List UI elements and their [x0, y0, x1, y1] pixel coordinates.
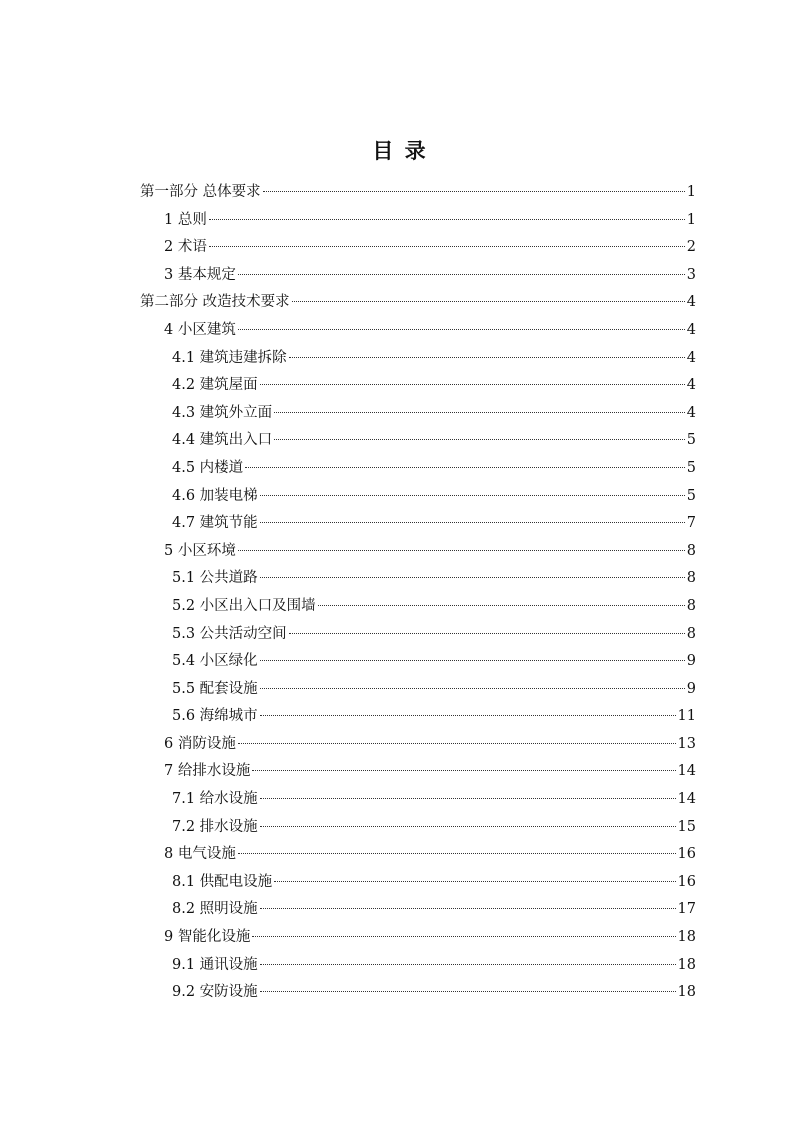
- toc-entry-page-number: 16: [677, 873, 696, 890]
- toc-entry-page-number: 5: [686, 459, 696, 476]
- toc-entry[interactable]: [140, 758, 696, 786]
- toc-entry-label: 9.1 通讯设施: [172, 956, 258, 973]
- dot-leader: [260, 991, 676, 992]
- dot-leader: [238, 550, 685, 551]
- toc-entry[interactable]: [140, 207, 696, 235]
- toc-title: 目 录: [372, 138, 428, 163]
- toc-entry-label: 4.2 建筑屋面: [172, 377, 258, 394]
- dot-leader: [260, 715, 676, 716]
- toc-entry[interactable]: [140, 814, 696, 842]
- toc-entry[interactable]: [140, 648, 696, 676]
- dot-leader: [238, 329, 685, 330]
- toc-entry[interactable]: [140, 676, 696, 704]
- toc-entry-page-number: 8: [686, 597, 696, 614]
- dot-leader: [260, 798, 676, 799]
- toc-entry-label: 5.3 公共活动空间: [172, 625, 287, 642]
- dot-leader: [209, 219, 685, 220]
- toc-entry-label: 5.5 配套设施: [172, 680, 258, 697]
- toc-entry-page-number: 18: [677, 984, 696, 1001]
- dot-leader: [238, 274, 685, 275]
- toc-entry-label: 8.1 供配电设施: [172, 873, 273, 890]
- toc-entry-page-number: 4: [686, 349, 696, 366]
- toc-entry[interactable]: [140, 455, 696, 483]
- toc-entry-page-number: 4: [686, 321, 696, 338]
- toc-entry[interactable]: [140, 510, 696, 538]
- dot-leader: [289, 357, 685, 358]
- dot-leader: [289, 633, 685, 634]
- toc-entry-label: 4.3 建筑外立面: [172, 404, 273, 421]
- toc-entry[interactable]: [140, 786, 696, 814]
- toc-entry[interactable]: [140, 538, 696, 566]
- toc-entry-page-number: 18: [677, 929, 696, 946]
- toc-entry-page-number: 14: [677, 791, 696, 808]
- toc-entry-page-number: 1: [686, 184, 696, 200]
- toc-entry-page-number: 3: [686, 266, 696, 283]
- dot-leader: [260, 964, 676, 965]
- dot-leader: [260, 577, 685, 578]
- toc-entry-page-number: 5: [686, 432, 696, 449]
- toc-entry[interactable]: [140, 262, 696, 290]
- dot-leader: [274, 881, 675, 882]
- toc-entry-page-number: 16: [677, 846, 696, 863]
- toc-entry[interactable]: [140, 952, 696, 980]
- dot-leader: [209, 246, 685, 247]
- dot-leader: [260, 688, 685, 689]
- toc-entry-page-number: 11: [677, 708, 696, 725]
- toc-entry-label: 3 基本规定: [164, 266, 236, 283]
- toc-entry-label: 5 小区环境: [164, 542, 236, 559]
- dot-leader: [238, 743, 676, 744]
- dot-leader: [274, 412, 685, 413]
- toc-entry[interactable]: [140, 427, 696, 455]
- toc-entry-label: 5.2 小区出入口及围墙: [172, 597, 316, 614]
- dot-leader: [260, 495, 685, 496]
- dot-leader: [274, 439, 685, 440]
- dot-leader: [260, 826, 676, 827]
- toc-entry[interactable]: [140, 896, 696, 924]
- toc-entry[interactable]: [140, 924, 696, 952]
- toc-entry-label: 5.4 小区绿化: [172, 653, 258, 670]
- toc-entry[interactable]: [140, 234, 696, 262]
- toc-entry-label: 4.4 建筑出入口: [172, 432, 273, 449]
- toc-entry-page-number: 5: [686, 487, 696, 504]
- toc-entry[interactable]: [140, 345, 696, 373]
- dot-leader: [245, 467, 685, 468]
- toc-entry-page-number: 8: [686, 542, 696, 559]
- toc-entry-page-number: 4: [686, 377, 696, 394]
- toc-entry-label: 4.1 建筑违建拆除: [172, 349, 287, 366]
- toc-entry-page-number: 8: [686, 625, 696, 642]
- toc-entry[interactable]: [140, 621, 696, 649]
- toc-entry-label: 6 消防设施: [164, 735, 236, 752]
- toc-entry-label: 2 术语: [164, 239, 207, 256]
- toc-entry-label: 9 智能化设施: [164, 929, 251, 946]
- toc-entry-page-number: 8: [686, 570, 696, 587]
- toc-entry-label: 1 总则: [164, 211, 207, 228]
- toc-entry-label: 4.7 建筑节能: [172, 515, 258, 532]
- toc-entry-label: 7.2 排水设施: [172, 818, 258, 835]
- dot-leader: [252, 936, 675, 937]
- toc-entry[interactable]: [140, 979, 696, 1007]
- toc-entry-label: 7 给排水设施: [164, 763, 251, 780]
- toc-entry-label: 8 电气设施: [164, 846, 236, 863]
- toc-entry[interactable]: [140, 372, 696, 400]
- toc-entry-label: 8.2 照明设施: [172, 901, 258, 918]
- dot-leader: [260, 660, 685, 661]
- dot-leader: [292, 301, 685, 302]
- dot-leader: [263, 191, 685, 192]
- dot-leader: [318, 605, 685, 606]
- toc-entry-page-number: 1: [686, 211, 696, 228]
- toc-entry[interactable]: [140, 565, 696, 593]
- dot-leader: [252, 770, 675, 771]
- toc-entry-page-number: 4: [686, 404, 696, 421]
- dot-leader: [238, 853, 676, 854]
- toc-entry[interactable]: [140, 703, 696, 731]
- toc-entry[interactable]: [140, 731, 696, 759]
- toc-entry-label: 第一部分 总体要求: [140, 184, 261, 200]
- toc-entry-label: 4 小区建筑: [164, 321, 236, 338]
- toc-entry-label: 5.6 海绵城市: [172, 708, 258, 725]
- toc-entry-page-number: 4: [686, 294, 696, 311]
- toc-entry-page-number: 17: [677, 901, 696, 918]
- toc-entry[interactable]: [140, 593, 696, 621]
- toc-entry[interactable]: [140, 841, 696, 869]
- toc-entry[interactable]: [140, 317, 696, 345]
- toc-entry-label: 5.1 公共道路: [172, 570, 258, 587]
- toc-entry-page-number: 7: [686, 515, 696, 532]
- toc-entry[interactable]: [140, 483, 696, 511]
- toc-entry-page-number: 13: [677, 735, 696, 752]
- toc-entry-label: 第二部分 改造技术要求: [140, 294, 290, 311]
- toc-entry[interactable]: [140, 179, 696, 207]
- toc-entry-label: 7.1 给水设施: [172, 791, 258, 808]
- toc-entry-page-number: 18: [677, 956, 696, 973]
- toc-entry-page-number: 9: [686, 653, 696, 670]
- toc-entry-label: 4.5 内楼道: [172, 459, 244, 476]
- toc-entry[interactable]: [140, 869, 696, 897]
- toc-entry-page-number: 2: [686, 239, 696, 256]
- toc-entry-page-number: 14: [677, 763, 696, 780]
- toc-entry-page-number: 15: [677, 818, 696, 835]
- dot-leader: [260, 908, 676, 909]
- toc-entry-label: 9.2 安防设施: [172, 984, 258, 1001]
- table-of-contents: [140, 179, 696, 1007]
- toc-entry[interactable]: [140, 289, 696, 317]
- toc-entry-page-number: 9: [686, 680, 696, 697]
- dot-leader: [260, 384, 685, 385]
- dot-leader: [260, 522, 685, 523]
- toc-entry[interactable]: [140, 400, 696, 428]
- toc-entry-label: 4.6 加装电梯: [172, 487, 258, 504]
